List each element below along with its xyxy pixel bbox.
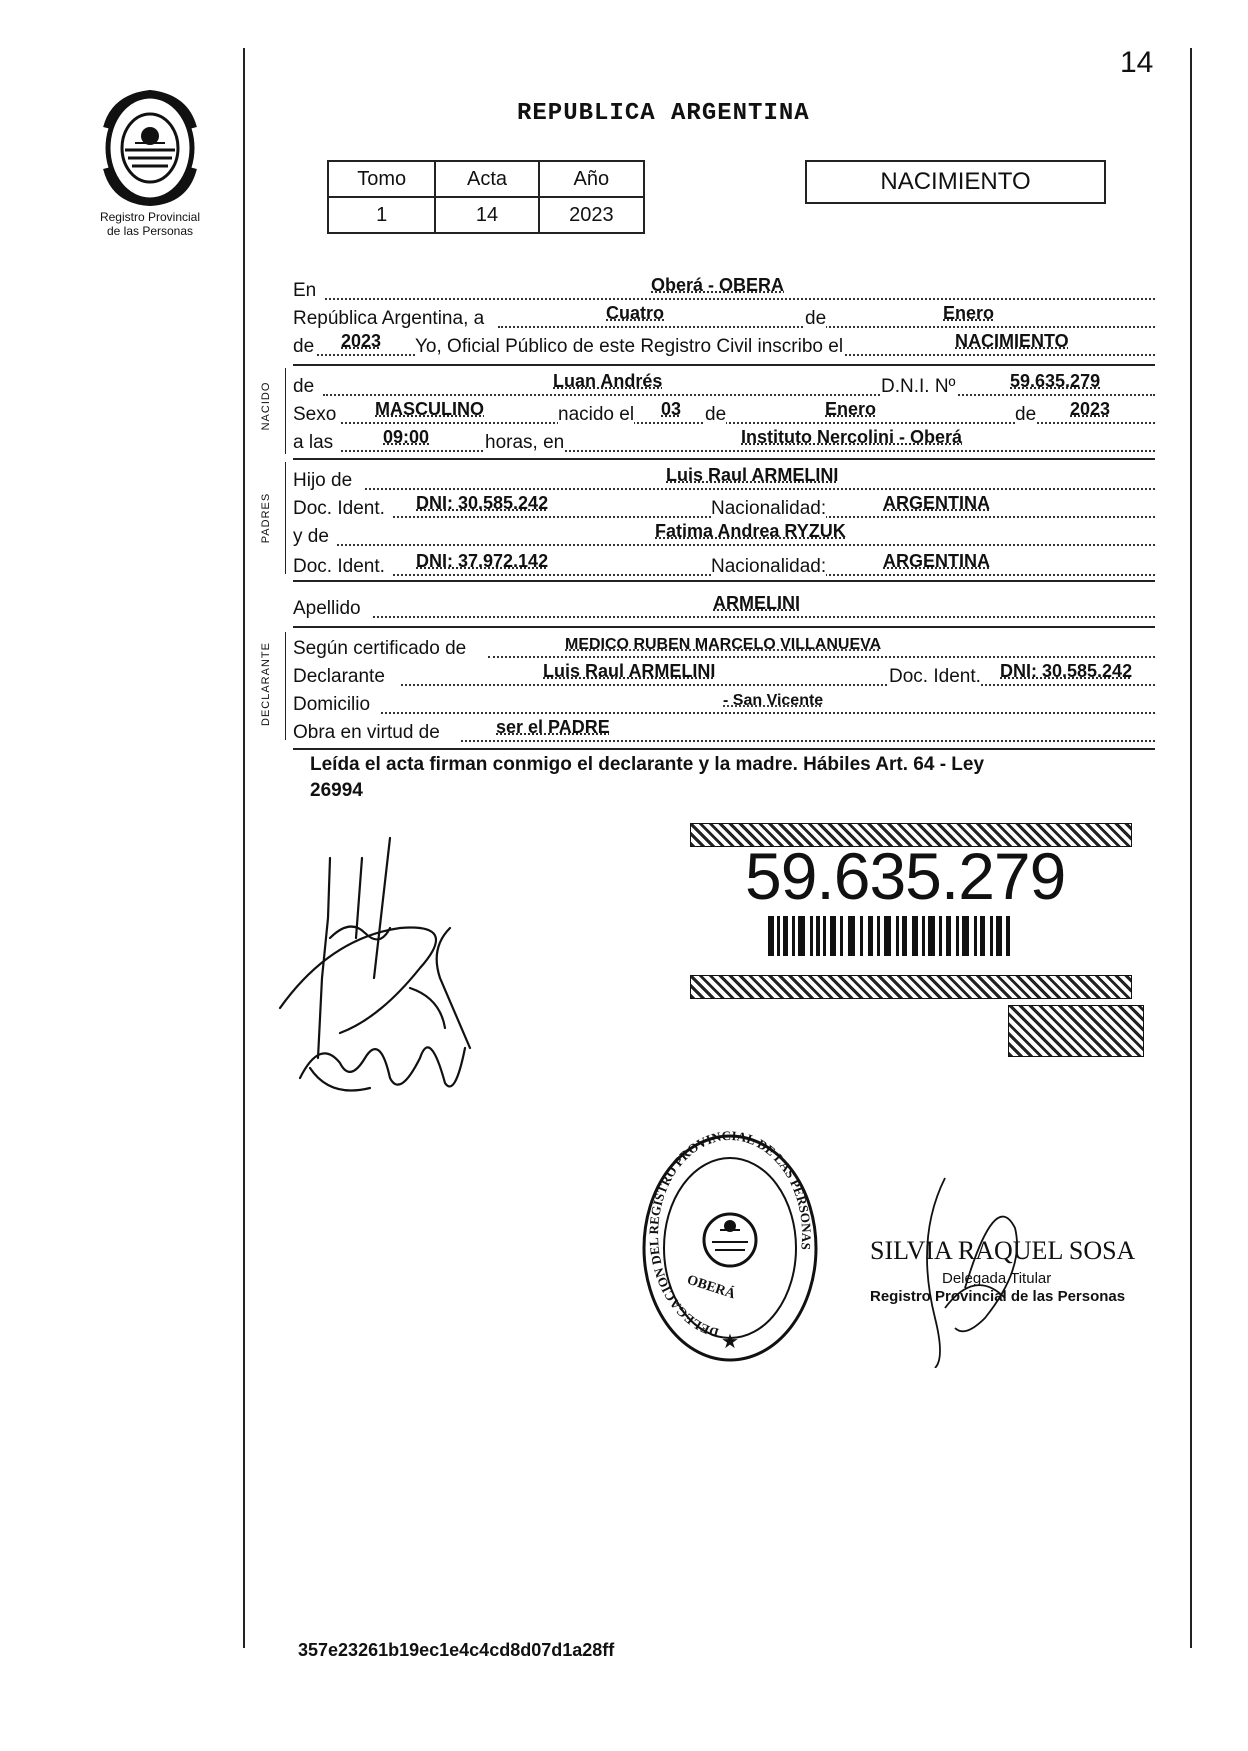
- declarante-row-4: [293, 718, 1155, 744]
- doc-ident-label: Doc. Ident.: [293, 556, 385, 577]
- document-title: REPUBLICA ARGENTINA: [517, 100, 810, 127]
- horas-label: horas, en: [485, 432, 565, 453]
- right-margin-line: [1190, 48, 1192, 1648]
- page-number: 14: [1120, 46, 1154, 79]
- alas-label: a las: [293, 432, 334, 453]
- nacionalidad-label: Nacionalidad:: [711, 498, 827, 519]
- hijo-de-label: Hijo de: [293, 470, 353, 491]
- registry-value-tomo: 1: [328, 197, 435, 233]
- surname-value: ARMELINI: [713, 593, 800, 613]
- province-seal: [95, 88, 205, 206]
- en-label: En: [293, 280, 317, 301]
- declarante-row-1: [293, 634, 1155, 660]
- declarant-name: Luis Raul ARMELINI: [543, 661, 716, 681]
- section-divider: [293, 458, 1155, 460]
- stamp-star: ★: [721, 1331, 739, 1353]
- registration-day: Cuatro: [606, 303, 664, 323]
- mother-nationality: ARGENTINA: [883, 551, 990, 571]
- nacido-row-3: [293, 428, 1155, 454]
- child-dni: 59.635.279: [1010, 371, 1101, 391]
- registry-header-row: [328, 161, 644, 197]
- registrar-signature-icon: [905, 1168, 1045, 1368]
- mother-doc: DNI: 37.972.142: [416, 551, 549, 571]
- child-sex: MASCULINO: [375, 399, 484, 419]
- republica-label: República Argentina, a: [293, 308, 485, 329]
- sexo-label: Sexo: [293, 404, 337, 425]
- dotted-leader: [365, 488, 1155, 490]
- dotted-leader: [461, 740, 1155, 742]
- birth-time: 09:00: [383, 427, 430, 447]
- doc-ident-label: Doc. Ident.: [889, 666, 981, 687]
- dotted-leader: [341, 450, 1155, 452]
- padres-row-1: [293, 466, 1155, 492]
- de-label: de: [805, 308, 827, 329]
- section-divider: [293, 364, 1155, 366]
- birth-month: Enero: [825, 399, 877, 419]
- declarante-label: Declarante: [293, 666, 385, 687]
- registry-table: [327, 160, 645, 234]
- registration-month: Enero: [943, 303, 995, 323]
- intro-row-2: [293, 304, 1155, 330]
- obra-label: Obra en virtud de: [293, 722, 440, 743]
- mother-name: Fatima Andrea RYZUK: [655, 521, 846, 541]
- intro-row-1: [293, 276, 1155, 302]
- section-label-nacido: NACIDO: [260, 381, 272, 431]
- de2-label: de: [293, 336, 315, 357]
- father-name: Luis Raul ARMELINI: [666, 465, 839, 485]
- document-hash: 357e23261b19ec1e4c4cd8d07d1a28ff: [298, 1640, 615, 1660]
- padres-row-4: [293, 552, 1155, 578]
- barcode-number: 59.635.279: [745, 839, 1066, 913]
- doc-ident-label: Doc. Ident.: [293, 498, 385, 519]
- official-stamp: [640, 1130, 820, 1365]
- padres-bracket: [285, 462, 286, 574]
- nacido-bracket: [285, 368, 286, 454]
- birth-year: 2023: [1070, 399, 1111, 419]
- section-label-declarante: DECLARANTE: [260, 642, 272, 726]
- dni-label: D.N.I. Nº: [881, 376, 956, 397]
- apellido-label: Apellido: [293, 598, 361, 619]
- registrar-role: Delegada Titular: [942, 1270, 1052, 1287]
- official-stamp-icon: [640, 1130, 820, 1365]
- nacido-row-2: [293, 400, 1155, 426]
- closing-note-line1: Leída el acta firman conmigo el declarante y la madre. Hábiles Art. 64 - Ley: [310, 754, 985, 775]
- de-label: de: [705, 404, 727, 425]
- certificate-issuer: MEDICO RUBEN MARCELO VILLANUEVA: [565, 636, 882, 653]
- statement-text: Yo, Oficial Público de este Registro Civil inscribo el: [415, 336, 844, 357]
- de-label: de: [1015, 404, 1037, 425]
- dotted-leader: [325, 298, 1155, 300]
- province-seal-icon: [95, 88, 205, 206]
- svg-text:DELEGACION DEL REGISTRO PROVIN: [646, 1130, 814, 1341]
- certificado-label: Según certificado de: [293, 638, 467, 659]
- dotted-leader: [498, 326, 1155, 328]
- padres-row-2: [293, 494, 1155, 520]
- closing-note: [310, 752, 1170, 804]
- section-divider: [293, 626, 1155, 628]
- registrar-org: Registro Provincial de las Personas: [870, 1288, 1126, 1305]
- padres-row-3: [293, 522, 1155, 548]
- org-name-line1: Registro Provincial: [99, 210, 201, 224]
- child-name: Luan Andrés: [553, 371, 663, 391]
- registry-value-acta: 14: [435, 197, 538, 233]
- stamp-city: OBERÁ: [685, 1272, 738, 1303]
- dotted-leader: [373, 616, 1155, 618]
- security-stamp-small: [1008, 1005, 1144, 1057]
- section-label-padres: PADRES: [260, 492, 272, 544]
- birth-institution: Instituto Nercolini - Oberá: [741, 427, 963, 447]
- dotted-leader: [488, 656, 1155, 658]
- declarante-bracket: [285, 632, 286, 740]
- intro-row-3: [293, 332, 1155, 358]
- declarant-address: - San Vicente: [723, 692, 824, 709]
- left-margin-line: [243, 48, 245, 1648]
- registry-value-row: [328, 197, 644, 233]
- registrar-signature: [905, 1168, 1045, 1368]
- org-name-line2: de las Personas: [106, 224, 194, 238]
- org-name: [70, 210, 230, 238]
- birth-day: 03: [661, 399, 682, 419]
- y-de-label: y de: [293, 526, 329, 547]
- barcode-icon: [768, 916, 1012, 956]
- dotted-leader: [381, 712, 1155, 714]
- declarant-relation: ser el PADRE: [496, 717, 610, 737]
- declarante-row-2: [293, 662, 1155, 688]
- event-type: NACIMIENTO: [955, 331, 1069, 351]
- signature-icon: [270, 828, 520, 1108]
- section-divider: [293, 748, 1155, 750]
- declarant-signature: [270, 828, 520, 1108]
- declarant-doc: DNI: 30.585.242: [1000, 661, 1133, 681]
- nacido-el-label: nacido el: [558, 404, 635, 425]
- registry-header-acta: Acta: [435, 161, 538, 197]
- nacido-row-1: [293, 372, 1155, 398]
- dotted-leader: [401, 684, 1155, 686]
- father-doc: DNI: 30.585.242: [416, 493, 549, 513]
- apellido-row: [293, 594, 1155, 620]
- dotted-leader: [323, 394, 1155, 396]
- registry-header-tomo: Tomo: [328, 161, 435, 197]
- registry-value-ano: 2023: [539, 197, 644, 233]
- barcode: [768, 916, 1012, 956]
- de-label: de: [293, 376, 315, 397]
- stamp-ring-text: DELEGACION DEL REGISTRO PROVINCIAL DE LAS PERSONAS: [645, 1130, 815, 1341]
- certificate-type-box: NACIMIENTO: [805, 160, 1106, 204]
- nacionalidad-label: Nacionalidad:: [711, 556, 827, 577]
- domicilio-label: Domicilio: [293, 694, 371, 715]
- birth-place-city: Oberá - OBERA: [651, 275, 785, 295]
- father-nationality: ARGENTINA: [883, 493, 990, 513]
- registration-year: 2023: [341, 331, 382, 351]
- section-divider: [293, 580, 1155, 582]
- registry-header-ano: Año: [539, 161, 644, 197]
- registrar-name: SILVIA RAQUEL SOSA: [870, 1236, 1136, 1265]
- security-strip-bottom: [690, 975, 1132, 999]
- declarante-row-3: [293, 690, 1155, 716]
- closing-note-line2: 26994: [310, 780, 363, 801]
- dotted-leader: [337, 544, 1155, 546]
